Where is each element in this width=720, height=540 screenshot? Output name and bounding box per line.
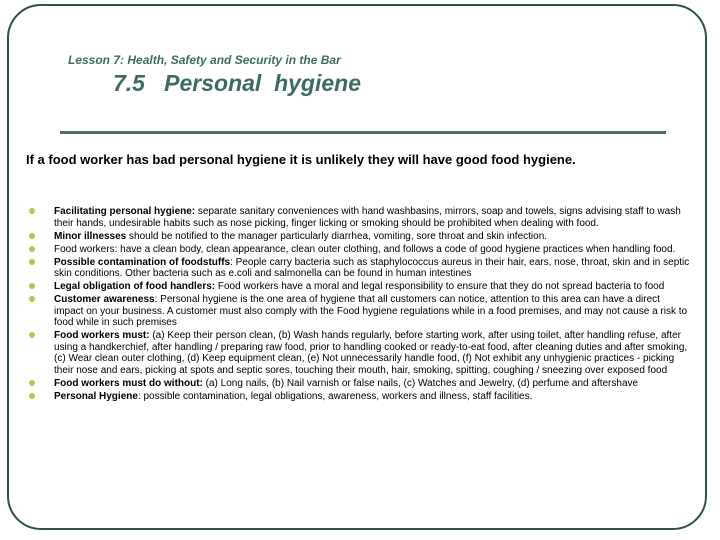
bullet-item	[26, 378, 690, 390]
bullet-dot-icon	[29, 296, 35, 302]
bullet-dot-icon	[29, 332, 35, 338]
bullet-text: should be notified to the manager particularly diarrhea, vomiting, sore throat and skin infection.	[126, 230, 548, 242]
bullet-list	[26, 206, 690, 404]
bullet-item	[26, 206, 690, 229]
bullet-item	[26, 294, 690, 329]
bullet-text: (a) Keep their person clean, (b) Wash hands regularly, before starting work, after using toilet, after handling refuse, after using a handkerchief, after handling / preparing raw food, prior to handling cooked or ready-to-eat food, after cleaning duties and after smoking, (c) Wear clean outer clothing, (d) Keep equipment clean, (e) Not unnecessarily handle food, (f) Not exhibit any unhygienic practices - picking their nose and ears, picking at spots and septic sores, touching their mouth, hair, smoking, spitting, coughing / sneezing over exposed food	[54, 330, 688, 376]
bullet-text: : People carry bacteria such as staphylococcus aureus in their hair, ears, nose, throat, skin and in septic skin conditions. Other bacteria such as e.coli and salmonella can be found in human intestines	[54, 256, 690, 279]
bullet-item	[26, 330, 690, 376]
bullet-dot-icon	[29, 246, 35, 252]
bullet-lead: Personal Hygiene	[54, 390, 138, 402]
bullet-text: : possible contamination, legal obligations, awareness, workers and illness, staff facilities.	[137, 390, 533, 402]
bullet-dot-icon	[29, 380, 35, 386]
bullet-item	[26, 281, 690, 293]
bullet-lead: Legal obligation of food handlers:	[54, 281, 216, 292]
bullet-lead: Possible contamination of foodstuffs	[54, 256, 231, 268]
bullet-text: : Personal hygiene is the one area of hygiene that all customers can notice, attention to this area can have a direct impact on your business. A customer must also comply with the Food hygiene regulations while in a food premises, and may not cause a risk to food while in such premises	[54, 294, 688, 328]
bullet-lead: Customer awareness	[54, 294, 155, 305]
bullet-item	[26, 231, 690, 243]
slide-title: 7.5 Personal hygiene	[113, 70, 361, 96]
bullet-text: (a) Long nails, (b) Nail varnish or false nails, (c) Watches and Jewelry, (d) perfume and aftershave	[202, 377, 639, 389]
bullet-dot-icon	[29, 259, 35, 265]
bullet-dot-icon	[29, 233, 35, 239]
bullet-item	[26, 257, 690, 280]
bullet-lead: Food workers must:	[54, 330, 150, 341]
bullet-item	[26, 391, 690, 403]
intro-statement: If a food worker has bad personal hygiene it is unlikely they will have good food hygiene.	[26, 152, 576, 167]
bullet-dot-icon	[29, 393, 35, 399]
bullet-lead: Food workers must do without:	[54, 377, 203, 389]
bullet-dot-icon	[29, 283, 35, 289]
lesson-subtitle: Lesson 7: Health, Safety and Security in the Bar	[68, 53, 341, 67]
title-divider	[60, 131, 666, 134]
bullet-text: Food workers have a moral and legal responsibility to ensure that they do not spread bacteria to food	[215, 281, 665, 292]
bullet-item	[26, 244, 690, 256]
bullet-lead: Facilitating personal hygiene:	[54, 206, 196, 217]
bullet-text: Food workers: have a clean body, clean appearance, clean outer clothing, and follows a code of good hygiene practices when handling food.	[54, 243, 676, 255]
bullet-text: separate sanitary conveniences with hand washbasins, mirrors, soap and towels, signs advising staff to wash their hands, undesirable habits such as nose picking, finger licking or smoking should be prohibited when dealing with food.	[54, 206, 681, 229]
bullet-lead: Minor illnesses	[54, 230, 127, 242]
bullet-dot-icon	[29, 208, 35, 214]
